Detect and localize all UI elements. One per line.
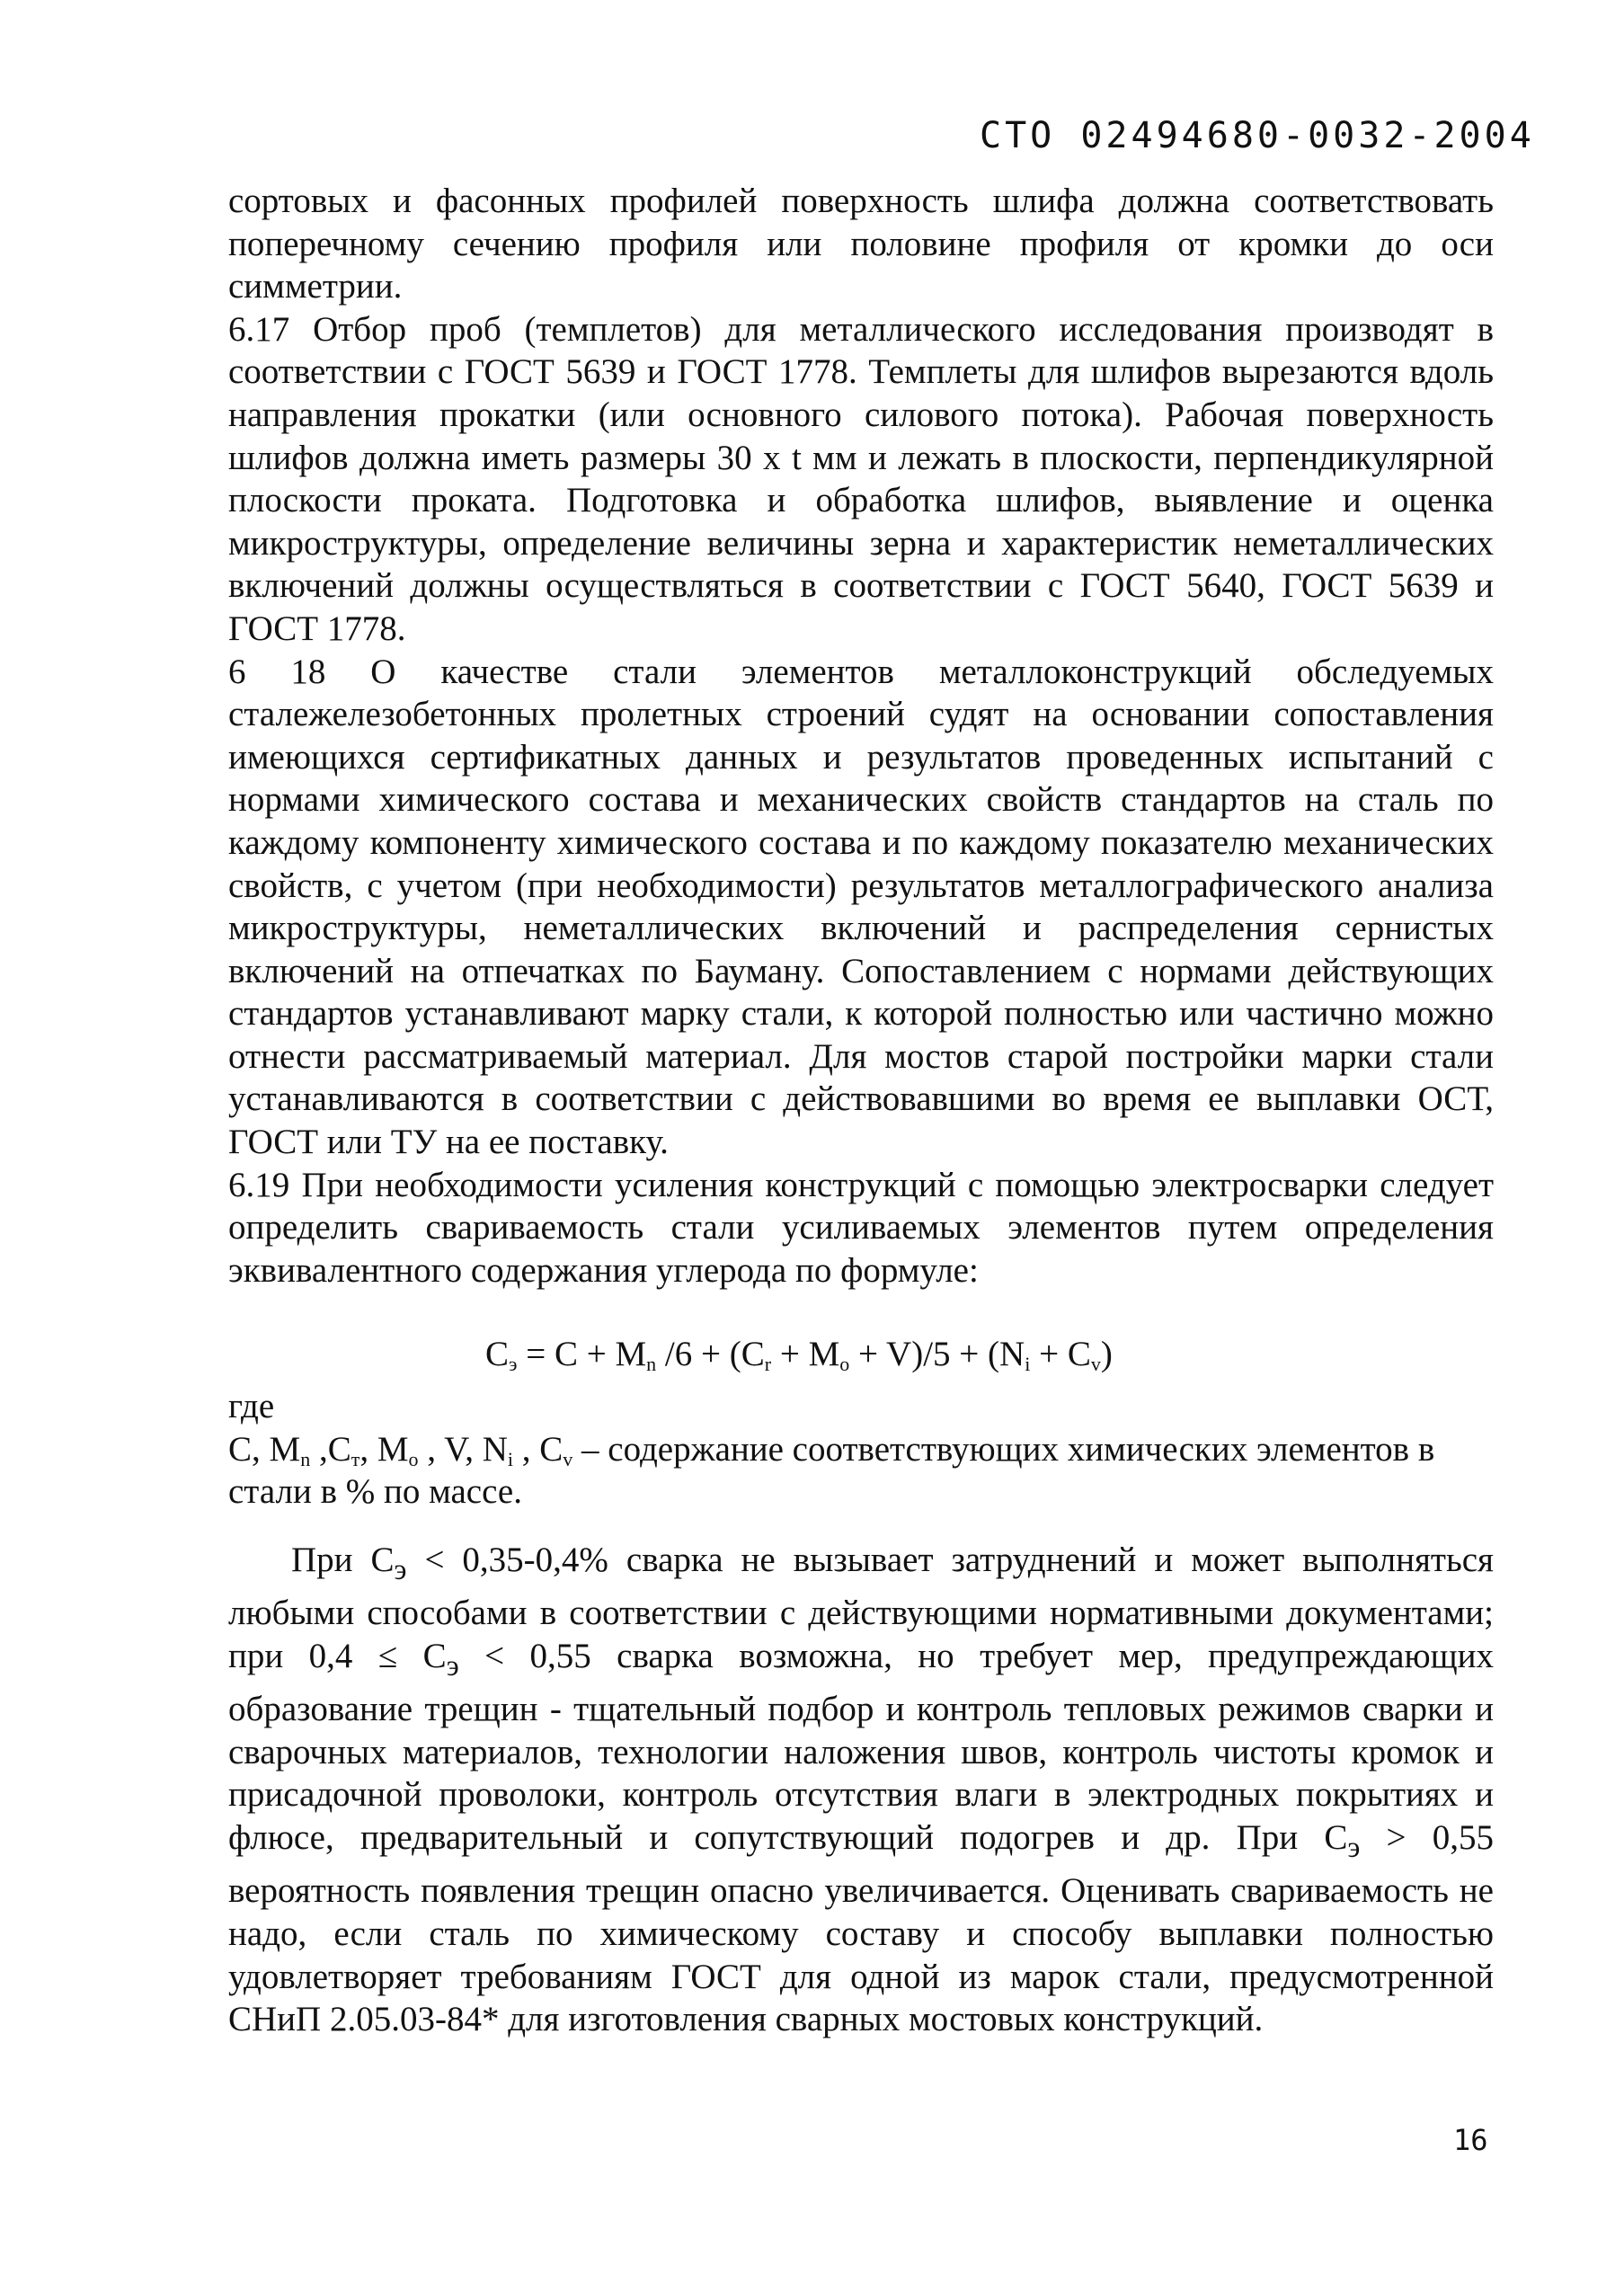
weld-sub: э (446, 1649, 459, 1683)
paragraph-weldability (228, 1539, 1494, 2041)
weld-part: > 0,55 вероятность появления трещин опасно увеличивается. Оценивать свариваемость не надо, если сталь по химическому составу и способу выплавки полностью удовлетворяет требованиям ГОСТ для одной из марок стали, предусмотренной СНиП 2.05.03-84* для изготовления сварных мостовых конструкций. (228, 1817, 1494, 2039)
formula-mo-sub: o (839, 1353, 850, 1376)
formula-ni-sub: i (1025, 1353, 1031, 1376)
page-number: 16 (1453, 2123, 1488, 2157)
formula-part: ) (1100, 1335, 1113, 1374)
formula-ce-sub: э (509, 1353, 518, 1376)
def-part: , V, N (418, 1429, 508, 1469)
def-part: – содержание соответствующих химических элементов в стали в % по массе. (228, 1429, 1435, 1512)
document-body (228, 180, 1494, 2041)
formula-ce-base: C (485, 1335, 510, 1374)
formula-mn-base: M (615, 1335, 647, 1374)
formula-part: /6 + (C (656, 1335, 765, 1374)
def-sub: т (351, 1447, 360, 1470)
def-part: , C (513, 1429, 564, 1469)
def-sub: o (408, 1447, 419, 1470)
formula-cv-sub: v (1090, 1353, 1101, 1376)
formula-part: + V)/5 + (N (849, 1335, 1025, 1374)
def-sub: i (507, 1447, 514, 1470)
def-part: C, M (228, 1429, 301, 1469)
def-part: , M (359, 1429, 409, 1469)
def-sub: n (300, 1447, 311, 1470)
formula-part: + M (771, 1335, 840, 1374)
paragraph-6-17: 6.17 Отбор проб (темплетов) для металлического исследования производят в соответствии с ГОСТ 5639 и ГОСТ 1778. Темплеты для шлифов вырезаются вдоль направления прокатки (или основного силового потока). Рабочая поверхность шлифов должна иметь размеры 30 x t мм и лежать в плоскости, перпендикулярной плоскости проката. Подготовка и обработка шлифов, выявление и оценка микроструктуры, определение величины зерна и характеристик неметаллических включений должны осуществляться в соответствии с ГОСТ 5640, ГОСТ 5639 и ГОСТ 1778. (228, 309, 1494, 648)
formula-cr-sub: r (764, 1353, 772, 1376)
carbon-equivalent-formula (228, 1333, 1494, 1376)
weld-part: < 0,55 сварка возможна, но требует мер, предупреждающих образование трещин - тщательный подбор и контроль тепловых режимов сварки и сварочных материалов, технологии наложения швов, контроль чистоты кромок и присадочной проволоки, контроль отсутствия влаги в электродных покрытиях и флюсе, предварительный и сопутствующий подогрев и др. При C (228, 1636, 1494, 1857)
formula-mn-sub: n (646, 1353, 657, 1376)
weld-sub: э (394, 1553, 407, 1586)
def-sub: v (563, 1447, 573, 1470)
paragraph-continuation: сортовых и фасонных профилей поверхность шлифа должна соответствовать поперечному сечению профиля или половине профиля от кромки до оси симметрии. (228, 182, 1494, 306)
formula-definitions (228, 1428, 1494, 1514)
weld-part: < 0,35-0,4% сварка не вызывает затруднений и может выполняться любыми способами в соответствии с действующими нормативными документами; при 0,4 ≤ C (228, 1540, 1494, 1675)
weld-part: При C (291, 1540, 395, 1579)
formula-part: + C (1030, 1335, 1091, 1374)
formula-part: = C + (517, 1335, 616, 1374)
where-label: где (228, 1387, 275, 1426)
document-code-header: СТО 02494680-0032-2004 (980, 115, 1535, 156)
def-part: ,C (310, 1429, 351, 1469)
paragraph-6-19: 6.19 При необходимости усиления конструкций с помощью электросварки следует определить свариваемость стали усиливаемых элементов путем определения эквивалентного содержания углерода по формуле: (228, 1165, 1494, 1290)
weld-sub: э (1347, 1831, 1361, 1864)
paragraph-6-18: 6 18 О качестве стали элементов металлоконструкций обследуемых сталежелезобетонных пролетных строений судят на основании сопоставления имеющихся сертификатных данных и результатов проведенных испытаний с нормами химического состава и механических свойств стандартов на сталь по каждому компоненту химического состава и по каждому показателю механических свойств, с учетом (при необходимости) результатов металлографического анализа микроструктуры, неметаллических включений и распределения сернистых включений на отпечатках по Бауману. Сопоставлением с нормами действующих стандартов устанавливают марку стали, к которой полностью или частично можно отнести рассматриваемый материал. Для мостов старой постройки марки стали устанавливаются в соответствии с действовавшими во время ее выплавки ОСТ, ГОСТ или ТУ на ее поставку. (228, 652, 1494, 1162)
